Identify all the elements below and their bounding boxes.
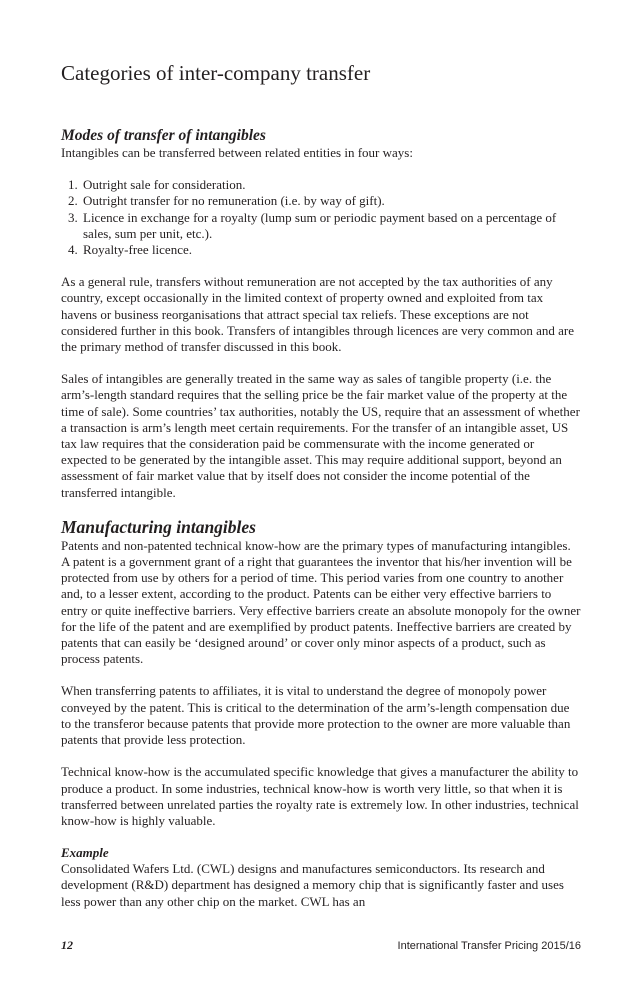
paragraph: When transferring patents to affiliates, it is vital to understand the degree of monopoly power conveyed by the patent. This is critical to the determination of the arm’s-length compensation due to the transferor because patents that provide more protection to the owner are more valuable than patents that provide less protection. [61, 683, 571, 748]
example-text: Consolidated Wafers Ltd. (CWL) designs and manufactures semiconductors. Its research and development (R&D) department has designed a memory chip that is significantly faster and uses less power than any other chip on the market. CWL has an [61, 861, 564, 909]
paragraph: Technical know-how is the accumulated specific knowledge that gives a manufacturer the ability to produce a product. In some industries, technical know-how is worth very little, so that when it is transferred between unrelated parties the royalty rate is extremely low. In other industries, technical know-how is highly valuable. [61, 764, 579, 828]
list-item: 4. Royalty-free licence. [81, 242, 581, 258]
list-item: 1. Outright sale for consideration. [81, 177, 581, 193]
page-content [61, 60, 581, 926]
list-item: 3. Licence in exchange for a royalty (lump sum or periodic payment based on a percentage of sales, sum per unit, etc.). [81, 210, 581, 242]
page-number: 12 [61, 938, 73, 952]
paragraph: As a general rule, transfers without remuneration are not accepted by the tax authorities of any country, except occasionally in the limited context of property owned and exploited from tax havens or business reorganisations that attract special tax reliefs. These exceptions are not considered further in this book. Transfers of intangibles through licences are very common and are the primary method of transfer discussed in this book. [61, 274, 574, 355]
running-title: International Transfer Pricing 2015/16 [397, 940, 581, 952]
transfer-modes-list [61, 177, 581, 258]
section-heading-manufacturing-intangibles: Manufacturing intangibles [61, 516, 256, 537]
page-footer [61, 938, 581, 953]
paragraph: Patents and non-patented technical know-how are the primary types of manufacturing intangibles. A patent is a government grant of a right that guarantees the inventor that his/her invention will be protected from use by others for a period of time. This period varies from one country to another and, to a lesser extent, according to the product. Patents can be either very effective barriers to entry or quite ineffective barriers. Very effective barriers create an absolute monopoly for the owner for the life of the patent and are exemplified by product patents. Ineffective barriers are created by patents that can easily be ‘designed around’ or cover only minor aspects of a product, such as process patents. [61, 537, 581, 667]
list-item: 2. Outright transfer for no remuneration (i.e. by way of gift). [81, 193, 581, 209]
page-title: Categories of inter-company transfer [61, 61, 371, 85]
section-heading-modes-of-transfer: Modes of transfer of intangibles [61, 127, 266, 144]
section-intro: Intangibles can be transferred between related entities in four ways: [61, 145, 413, 160]
example-heading: Example [61, 845, 109, 861]
paragraph: Sales of intangibles are generally treated in the same way as sales of tangible property (i.e. the arm’s-length standard requires that the selling price be the fair market value of the property at the time of sale). Some countries’ tax authorities, notably the US, require that an assessment of whether a transaction is arm’s length meet certain requirements. For the transfer of an intangible asset, US tax law requires that the consideration paid be commensurate with the income generated or expected to be generated by the intangible asset. This may require additional support, beyond an assessment of fair market value that by itself does not consider the income potential of the transferred intangible. [61, 371, 580, 500]
